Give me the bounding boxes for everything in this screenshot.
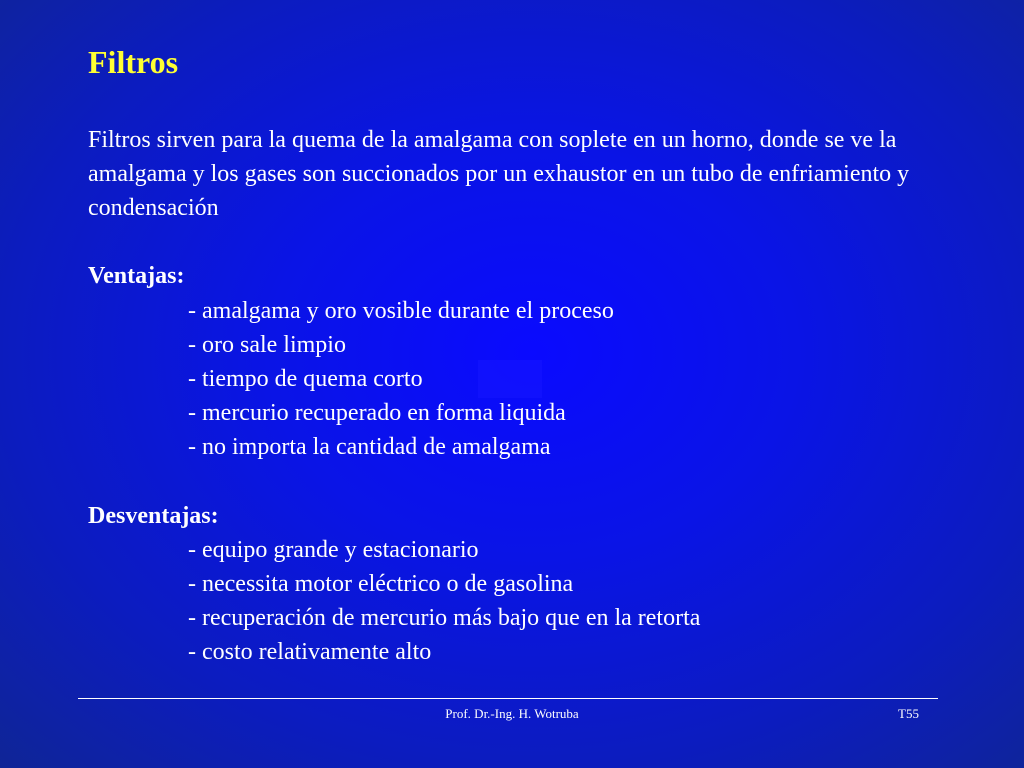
list-item: - costo relativamente alto — [188, 639, 432, 665]
slide-title: Filtros — [88, 44, 179, 80]
footer-divider — [78, 698, 938, 699]
list-item: - amalgama y oro vosible durante el proceso — [188, 298, 614, 324]
list-item: - recuperación de mercurio más bajo que en la retorta — [188, 605, 701, 631]
list-item: - necessita motor eléctrico o de gasolina — [188, 571, 574, 597]
intro-paragraph: Filtros sirven para la quema de la amalgama con soplete en un horno, donde se ve la amalgama y los gases son succionados por un exhaustor en un tubo de enfriamiento y condensación — [88, 127, 910, 221]
slide-number: T55 — [898, 706, 919, 721]
list-item: - oro sale limpio — [188, 332, 346, 358]
disadvantages-list — [188, 533, 700, 669]
highlight-artifact — [478, 360, 542, 398]
footer-author: Prof. Dr.-Ing. H. Wotruba — [445, 706, 579, 721]
disadvantages-heading: Desventajas: — [88, 503, 219, 529]
list-item: - tiempo de quema corto — [188, 366, 423, 392]
advantages-heading: Ventajas: — [88, 263, 185, 289]
list-item: - no importa la cantidad de amalgama — [188, 434, 551, 460]
list-item: - equipo grande y estacionario — [188, 537, 479, 563]
advantages-list — [188, 294, 614, 464]
list-item: - mercurio recuperado en forma liquida — [188, 400, 566, 426]
